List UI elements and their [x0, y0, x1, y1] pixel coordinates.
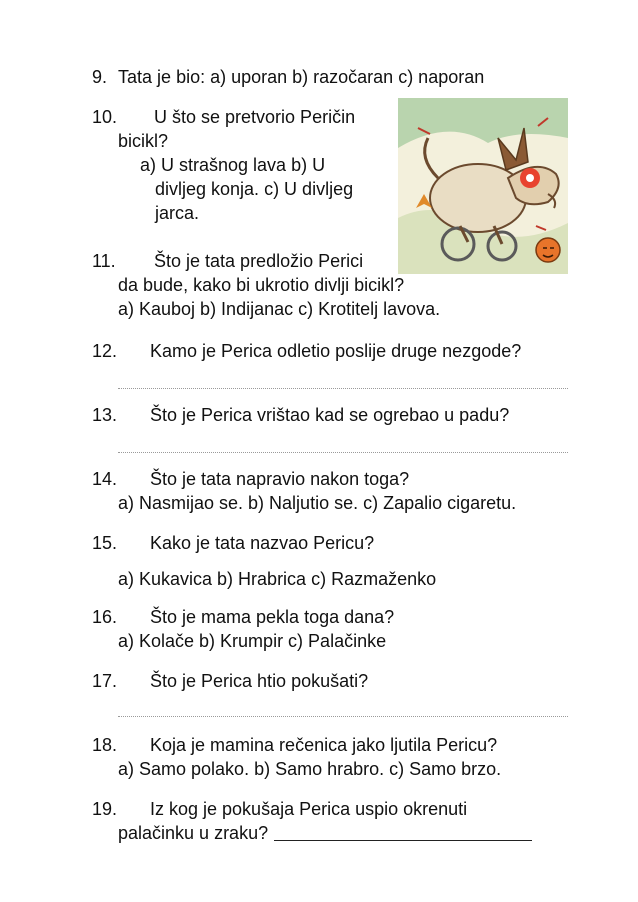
wild-bicycle-illustration	[398, 98, 568, 274]
question-text: U što se pretvorio Peričin	[154, 107, 356, 127]
question-number: 14.	[92, 469, 118, 489]
question-number: 19.	[92, 799, 118, 819]
question-14-options: a) Nasmijao se. b) Naljutio se. c) Zapalio cigaretu.	[118, 493, 517, 513]
question-number: 17.	[92, 671, 118, 691]
question-number: 13.	[92, 405, 118, 425]
question-19	[92, 798, 467, 820]
question-number: 11.	[92, 251, 116, 271]
answer-line[interactable]	[118, 716, 568, 717]
question-text: palačinku u zraku?	[118, 823, 269, 843]
question-10-option-c: jarca.	[155, 203, 200, 223]
question-text: Što je mama pekla toga dana?	[150, 607, 395, 627]
question-11-options: a) Kauboj b) Indijanac c) Krotitelj lavova.	[118, 299, 441, 319]
question-16	[92, 606, 394, 628]
question-text: Koja je mamina rečenica jako ljutila Pericu?	[150, 735, 498, 755]
question-10-option-a: a) U strašnog lava b) U	[140, 155, 326, 175]
question-text: Što je tata napravio nakon toga?	[150, 469, 410, 489]
question-17	[92, 670, 368, 692]
answer-line[interactable]	[118, 452, 568, 453]
question-text: Kamo je Perica odletio poslije druge nezgode?	[150, 341, 522, 361]
question-12	[92, 340, 521, 362]
question-10-option-b: divljeg konja. c) U divljeg	[155, 179, 354, 199]
question-text: Kako je tata nazvao Pericu?	[150, 533, 375, 553]
question-9	[92, 66, 484, 88]
answer-blank[interactable]	[274, 824, 532, 841]
question-text: Što je tata predložio Perici	[154, 251, 364, 271]
question-number: 18.	[92, 735, 118, 755]
question-number: 9.	[92, 67, 108, 87]
question-text: Tata je bio: a) uporan b) razočaran c) naporan	[118, 67, 485, 87]
question-19-line2	[118, 822, 532, 844]
question-10	[92, 106, 355, 128]
question-18	[92, 734, 497, 756]
question-15	[92, 532, 374, 554]
question-14	[92, 468, 409, 490]
answer-line[interactable]	[118, 388, 568, 389]
question-text: Što je Perica vrištao kad se ogrebao u padu?	[150, 405, 510, 425]
question-13	[92, 404, 509, 426]
question-15-options: a) Kukavica b) Hrabrica c) Razmaženko	[118, 569, 437, 589]
question-text: Iz kog je pokušaja Perica uspio okrenuti	[150, 799, 468, 819]
question-number: 16.	[92, 607, 118, 627]
question-text: Što je Perica htio pokušati?	[150, 671, 369, 691]
question-16-options: a) Kolače b) Krumpir c) Palačinke	[118, 631, 387, 651]
question-11-line2: da bude, kako bi ukrotio divlji bicikl?	[118, 275, 405, 295]
question-11	[92, 250, 363, 272]
question-10-line2: bicikl?	[118, 131, 169, 151]
question-number: 15.	[92, 533, 118, 553]
question-number: 12.	[92, 341, 118, 361]
question-18-options: a) Samo polako. b) Samo hrabro. c) Samo brzo.	[118, 759, 502, 779]
question-number: 10.	[92, 107, 118, 127]
